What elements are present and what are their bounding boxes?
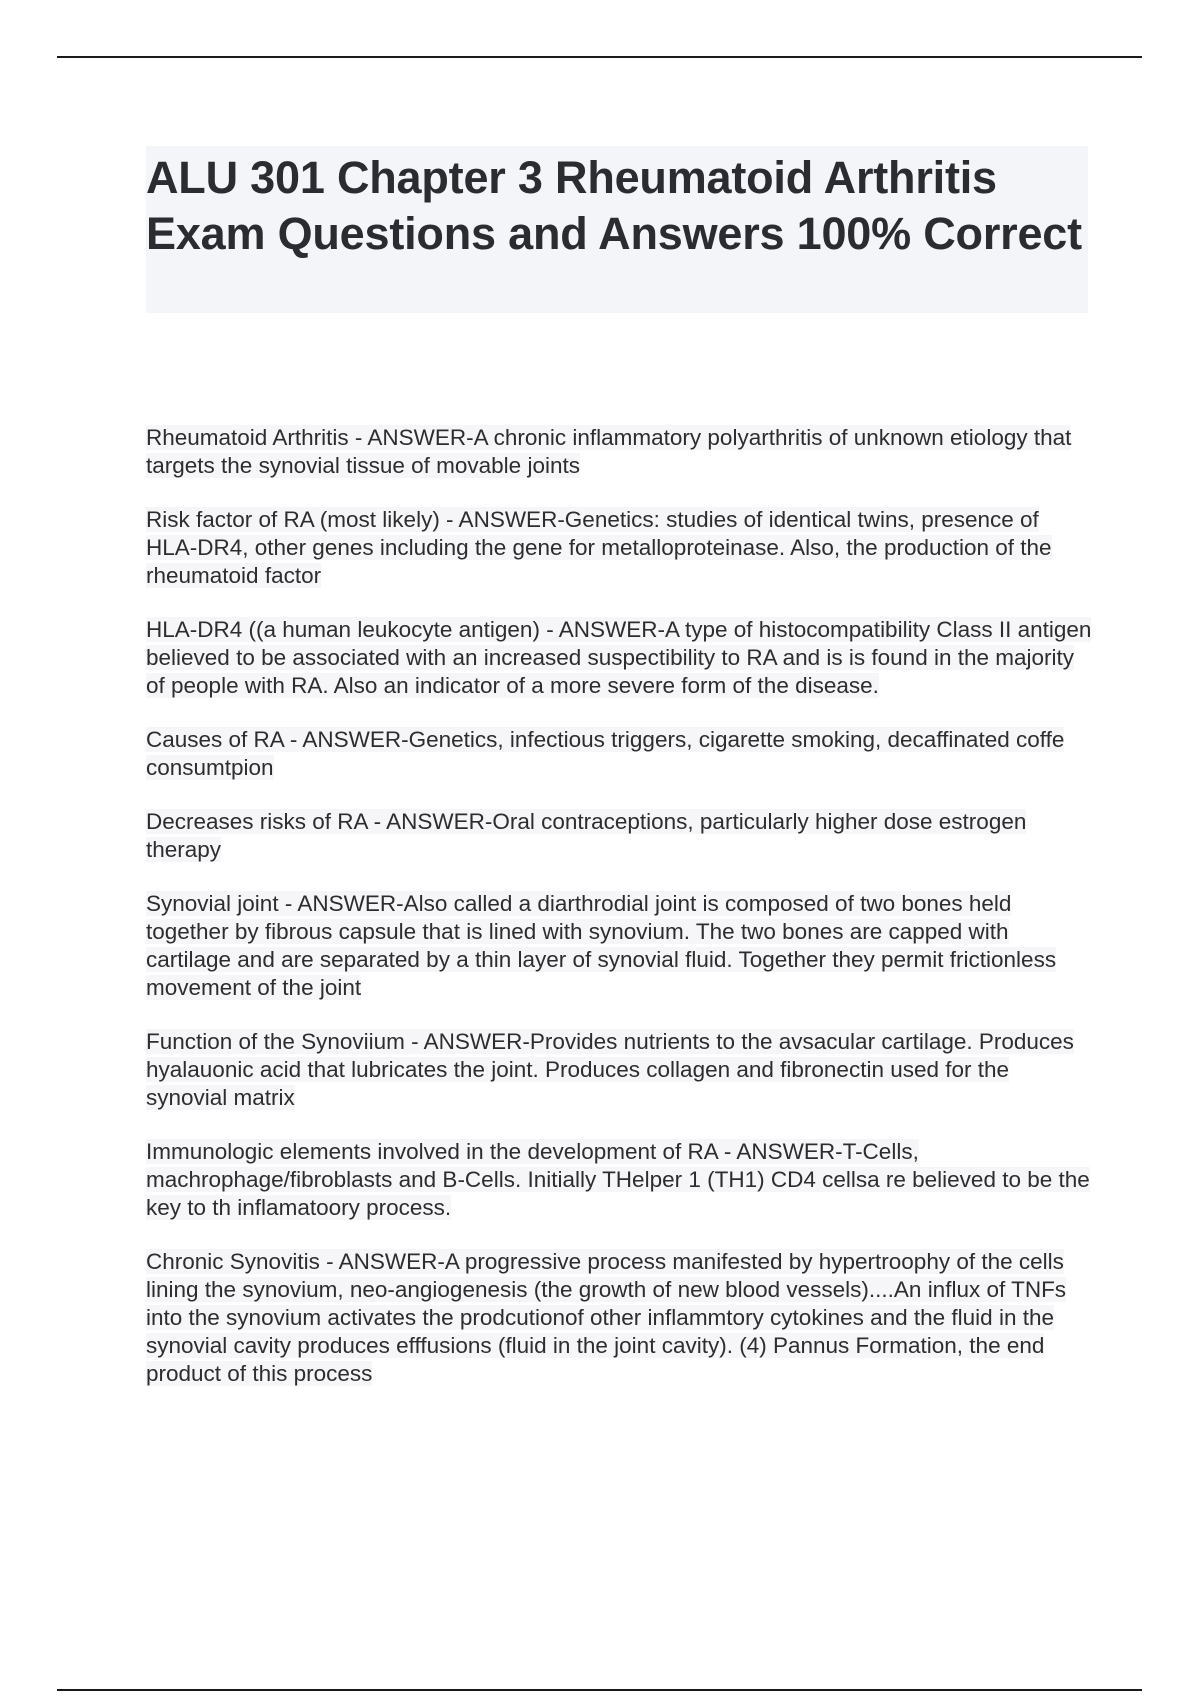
qa-entry [146,726,1096,782]
bottom-rule [57,1689,1142,1691]
qa-entry [146,616,1096,700]
qa-entry-text: Rheumatoid Arthritis - ANSWER-A chronic inflammatory polyarthritis of unknown etiology that targets the synovial tissue of movable joints [146,425,1072,478]
document-title: ALU 301 Chapter 3 Rheumatoid Arthritis Exam Questions and Answers 100% Correct [146,152,1082,259]
qa-entry [146,890,1096,1002]
qa-entry-text: Function of the Synoviium - ANSWER-Provides nutrients to the avsacular cartilage. Produces hyalauonic acid that lubricates the joint. Produces collagen and fibronectin used for the synovial matrix [146,1029,1074,1110]
qa-entry-text: Immunologic elements involved in the development of RA - ANSWER-T-Cells, machrophage/fibroblasts and B-Cells. Initially THelper 1 (TH1) CD4 cellsa re believed to be the key to th inflamatoory process. [146,1139,1090,1220]
qa-entry [146,424,1096,480]
qa-entry-text: Synovial joint - ANSWER-Also called a diarthrodial joint is composed of two bones held together by fibrous capsule that is lined with synovium. The two bones are capped with cartilage and are separated by a thin layer of synovial fluid. Together they permit frictionless movement of the joint [146,891,1057,1000]
qa-entry [146,808,1096,864]
top-rule [57,56,1142,58]
qa-entry [146,506,1096,590]
qa-entry [146,1028,1096,1112]
qa-entry-text: Causes of RA - ANSWER-Genetics, infectious triggers, cigarette smoking, decaffinated coffe consumtpion [146,727,1065,780]
qa-entry-text: Risk factor of RA (most likely) - ANSWER-Genetics: studies of identical twins, presence of HLA-DR4, other genes including the gene for metalloproteinase. Also, the production of the rheumatoid factor [146,507,1052,588]
qa-entry-text: HLA-DR4 ((a human leukocyte antigen) - ANSWER-A type of histocompatibility Class II antigen believed to be associated with an increased suspectibility to RA and is is found in the majority of people with RA. Also an indicator of a more severe form of the disease. [146,617,1092,698]
qa-entry-text: Chronic Synovitis - ANSWER-A progressive process manifested by hypertroophy of the cells lining the synovium, neo-angiogenesis (the growth of new blood vessels)....An influx of TNFs into the synovium activates the prodcutionof other inflammtory cytokines and the fluid in the synovial cavity produces efffusions (fluid in the joint cavity). (4) Pannus Formation, the end product of this process [146,1249,1067,1386]
qa-entry [146,1248,1096,1388]
qa-list [146,424,1096,1414]
title-block [146,146,1088,313]
qa-entry [146,1138,1096,1222]
qa-entry-text: Decreases risks of RA - ANSWER-Oral contraceptions, particularly higher dose estrogen therapy [146,809,1027,862]
